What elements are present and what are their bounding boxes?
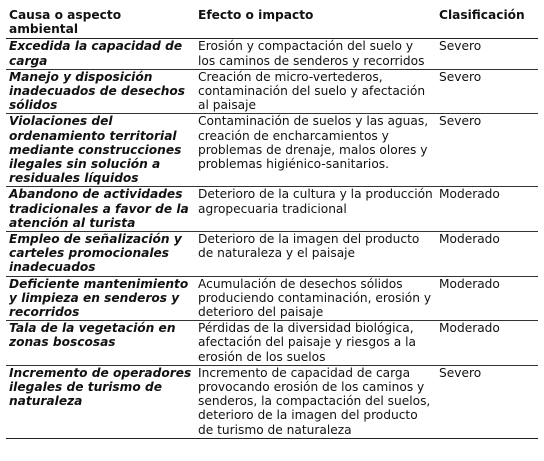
table-row — [6, 39, 538, 69]
effect-cell: Deterioro de la cultura y la producción agropecuaria tradicional — [195, 187, 436, 232]
table-row — [6, 276, 538, 321]
classification-cell: Moderado — [436, 276, 538, 321]
cause-cell: Incremento de operadores ilegales de turismo de naturaleza — [6, 365, 195, 438]
classification-cell: Severo — [436, 114, 538, 187]
header-effect: Efecto o impacto — [195, 6, 436, 39]
table-row — [6, 187, 538, 232]
effect-cell: Creación de micro-vertederos, contaminación del suelo y afectación al paisaje — [195, 69, 436, 114]
cause-cell: Violaciones del ordenamiento territorial mediante construcciones ilegales sin solución a residuales líquidos — [6, 114, 195, 187]
effect-cell: Contaminación de suelos y las aguas, creación de encharcamientos y problemas de drenaje, malos olores y problemas higiénico-sanitarios. — [195, 114, 436, 187]
table-row — [6, 232, 538, 277]
effect-cell: Erosión y compactación del suelo y los caminos de senderos y recorridos — [195, 39, 436, 69]
cause-cell: Tala de la vegetación en zonas boscosas — [6, 321, 195, 366]
table-row — [6, 365, 538, 438]
impact-table — [6, 6, 538, 439]
cause-cell: Empleo de señalización y carteles promocionales inadecuados — [6, 232, 195, 277]
classification-cell: Moderado — [436, 187, 538, 232]
classification-cell: Severo — [436, 365, 538, 438]
table-row — [6, 69, 538, 114]
table-header-row — [6, 6, 538, 39]
table-row — [6, 321, 538, 366]
header-classification: Clasificación — [436, 6, 538, 39]
cause-cell: Manejo y disposición inadecuados de desechos sólidos — [6, 69, 195, 114]
cause-cell: Abandono de actividades tradicionales a favor de la atención al turista — [6, 187, 195, 232]
header-cause: Causa o aspecto ambiental — [6, 6, 195, 39]
effect-cell: Pérdidas de la diversidad biológica, afectación del paisaje y riesgos a la erosión de los suelos — [195, 321, 436, 366]
classification-cell: Moderado — [436, 232, 538, 277]
classification-cell: Severo — [436, 69, 538, 114]
classification-cell: Moderado — [436, 321, 538, 366]
effect-cell: Incremento de capacidad de carga provocando erosión de los caminos y senderos, la compactación del suelos, deterioro de la imagen del producto de turismo de naturaleza — [195, 365, 436, 438]
cause-cell: Deficiente mantenimiento y limpieza en senderos y recorridos — [6, 276, 195, 321]
classification-cell: Severo — [436, 39, 538, 69]
cause-cell: Excedida la capacidad de carga — [6, 39, 195, 69]
effect-cell: Acumulación de desechos sólidos produciendo contaminación, erosión y deterioro del paisaje — [195, 276, 436, 321]
effect-cell: Deterioro de la imagen del producto de naturaleza y el paisaje — [195, 232, 436, 277]
table-row — [6, 114, 538, 187]
